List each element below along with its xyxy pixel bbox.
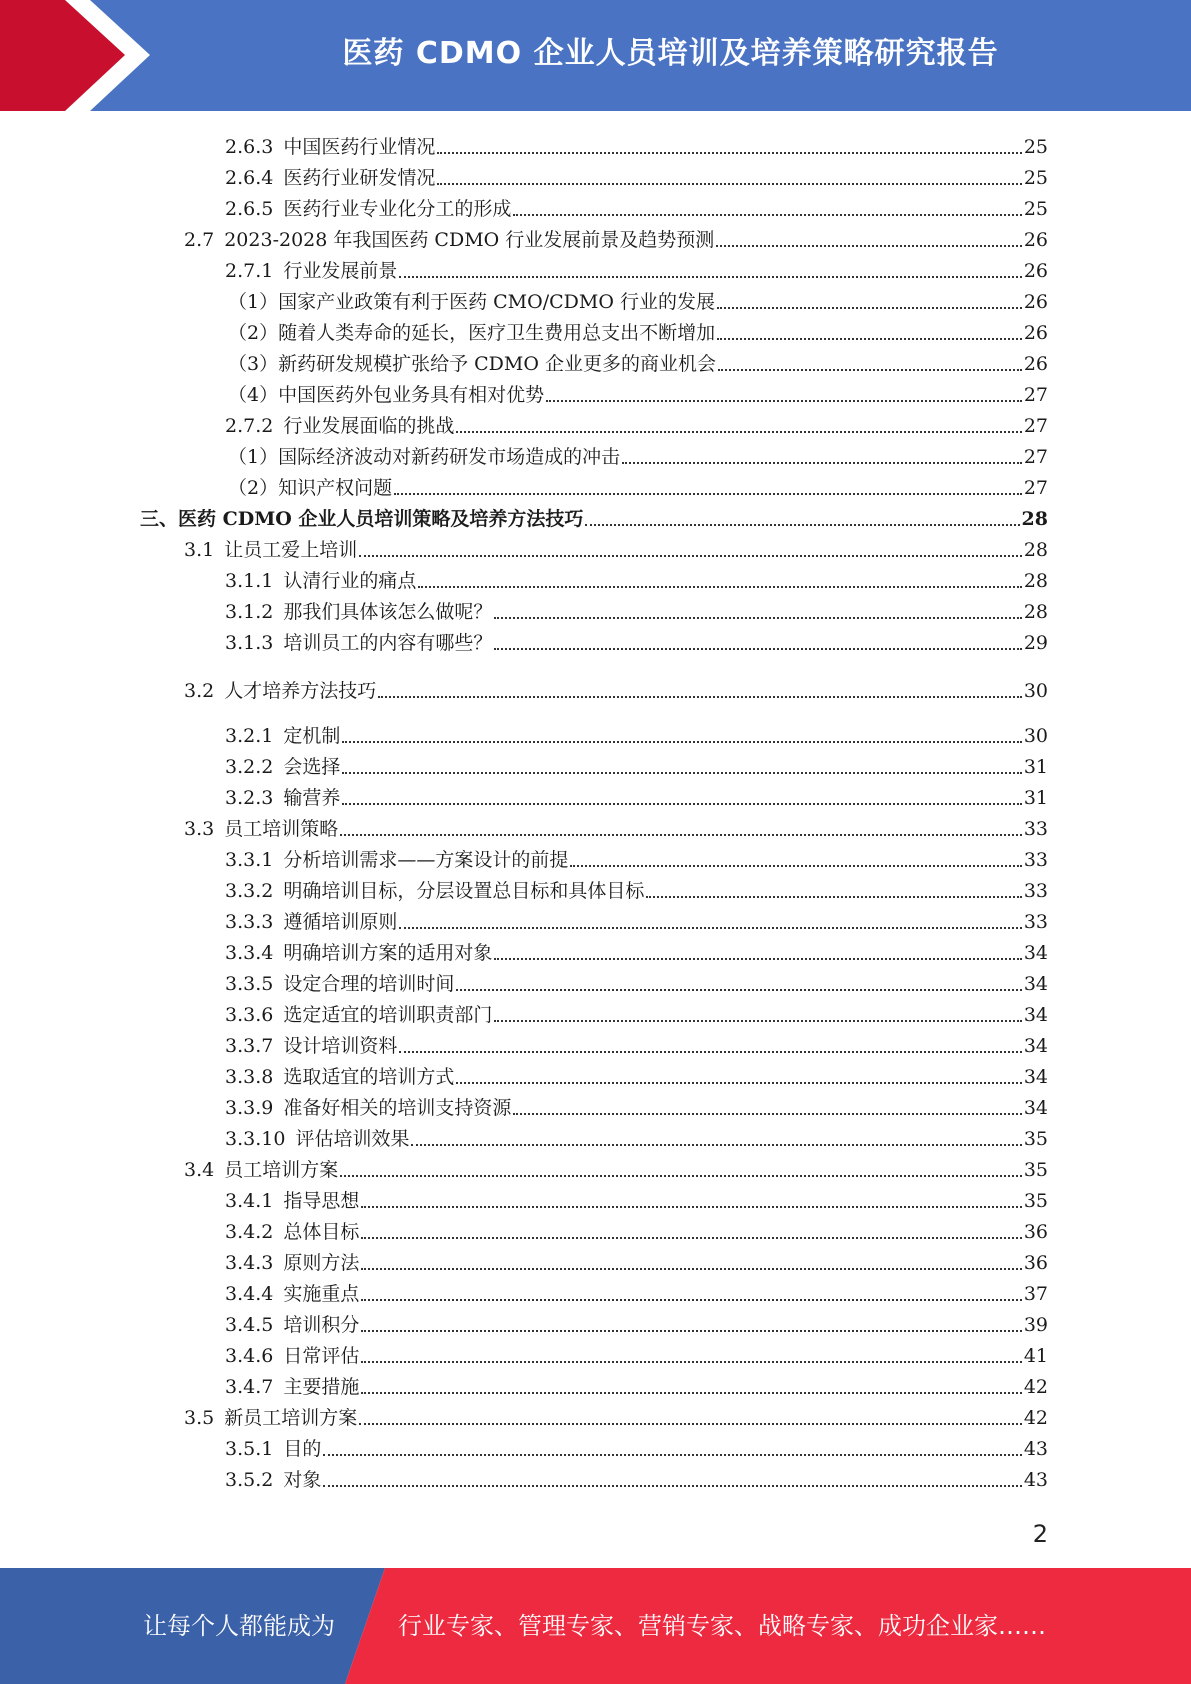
toc-dot-leader <box>359 1423 1022 1425</box>
toc-entry-number: 3.3.9 <box>225 1097 274 1119</box>
toc-entry[interactable] <box>228 283 1048 314</box>
toc-entry-page: 27 <box>1023 384 1048 406</box>
toc-entry-title: 培训积分 <box>283 1314 360 1336</box>
toc-entry-page: 43 <box>1023 1469 1048 1491</box>
toc-entry[interactable] <box>184 531 1048 562</box>
toc-entry[interactable] <box>225 562 1048 593</box>
toc-entry-number: 3.1.3 <box>225 632 274 654</box>
toc-entry-page: 26 <box>1023 322 1048 344</box>
toc-entry-page: 25 <box>1023 198 1048 220</box>
toc-entry-number: 2.7 <box>184 229 215 251</box>
toc-entry-number: 3.3.8 <box>225 1066 274 1088</box>
toc-entry-page: 42 <box>1023 1376 1048 1398</box>
toc-dot-leader <box>622 462 1022 464</box>
toc-dot-leader <box>411 1144 1021 1146</box>
toc-dot-leader <box>361 1392 1021 1394</box>
toc-entry-number: 3.4.2 <box>225 1221 274 1243</box>
toc-entry-page: 33 <box>1023 911 1048 933</box>
toc-entry-number: （1） <box>228 291 279 313</box>
toc-entry-page: 25 <box>1023 167 1048 189</box>
toc-entry[interactable] <box>225 1120 1048 1151</box>
toc-dot-leader <box>494 1020 1021 1022</box>
toc-dot-leader <box>340 834 1022 836</box>
toc-entry[interactable] <box>225 841 1048 872</box>
toc-entry-number: 3.3.2 <box>225 880 274 902</box>
toc-dot-leader <box>718 369 1022 371</box>
toc-entry-page: 36 <box>1023 1221 1048 1243</box>
toc-dot-leader <box>359 555 1022 557</box>
toc-entry-number: 三、 <box>140 508 179 530</box>
toc-entry-page: 31 <box>1023 787 1048 809</box>
page-number: 2 <box>1032 1520 1048 1548</box>
toc-entry-number: 2.6.3 <box>225 136 274 158</box>
toc-dot-leader <box>456 989 1021 991</box>
toc-entry-title: 医药行业专业化分工的形成 <box>283 198 512 220</box>
toc-entry-number: 3.2.3 <box>225 787 274 809</box>
toc-entry-title: 实施重点 <box>283 1283 360 1305</box>
toc-dot-leader <box>399 276 1021 278</box>
toc-entry-number: 3.3 <box>184 818 215 840</box>
toc-entry-number: 2.6.4 <box>225 167 274 189</box>
toc-entry-number: 3.2.1 <box>225 725 274 747</box>
toc-entry-number: 3.1 <box>184 539 215 561</box>
toc-entry[interactable] <box>225 1306 1048 1337</box>
toc-dot-leader <box>361 1330 1021 1332</box>
toc-entry-number: 3.4.3 <box>225 1252 274 1274</box>
toc-entry-page: 31 <box>1023 756 1048 778</box>
toc-entry-page: 28 <box>1021 508 1048 530</box>
toc-entry-page: 34 <box>1023 1004 1048 1026</box>
toc-entry-number: 3.5.2 <box>225 1469 274 1491</box>
toc-entry-title: 指导思想 <box>283 1190 360 1212</box>
toc-entry-page: 29 <box>1023 632 1048 654</box>
toc-entry[interactable] <box>225 934 1048 965</box>
toc-entry[interactable] <box>228 314 1048 345</box>
toc-entry-title: 遵循培训原则 <box>283 911 398 933</box>
toc-entry-title: 明确培训目标，分层设置总目标和具体目标 <box>283 880 645 902</box>
toc-entry-page: 36 <box>1023 1252 1048 1274</box>
toc-entry-title: 日常评估 <box>283 1345 360 1367</box>
toc-entry[interactable] <box>228 469 1048 500</box>
toc-entry[interactable] <box>225 1461 1048 1492</box>
toc-dot-leader <box>716 245 1022 247</box>
toc-entry-page: 28 <box>1023 539 1048 561</box>
toc-entry-title: 原则方法 <box>283 1252 360 1274</box>
toc-dot-leader <box>437 183 1021 185</box>
toc-dot-leader <box>513 214 1021 216</box>
toc-entry[interactable] <box>225 624 1048 655</box>
toc-entry-page: 39 <box>1023 1314 1048 1336</box>
toc-entry-number: 3.4 <box>184 1159 215 1181</box>
toc-entry-page: 26 <box>1023 260 1048 282</box>
toc-dot-leader <box>361 1237 1021 1239</box>
toc-entry-number: 2.7.2 <box>225 415 274 437</box>
toc-entry-number: 3.3.3 <box>225 911 274 933</box>
toc-entry-page: 35 <box>1023 1128 1048 1150</box>
toc-entry-number: 3.5.1 <box>225 1438 274 1460</box>
toc-entry[interactable] <box>228 438 1048 469</box>
toc-entry-page: 26 <box>1023 291 1048 313</box>
toc-entry-number: 3.3.1 <box>225 849 274 871</box>
toc-entry-number: 3.3.5 <box>225 973 274 995</box>
toc-dot-leader <box>361 1299 1021 1301</box>
toc-entry-number: 2.6.5 <box>225 198 274 220</box>
toc-dot-leader <box>361 1361 1021 1363</box>
toc-entry-page: 34 <box>1023 1066 1048 1088</box>
toc-entry[interactable] <box>225 1182 1048 1213</box>
toc-entry-number: （1） <box>228 446 279 468</box>
toc-dot-leader <box>399 1051 1021 1053</box>
toc-entry-title: 随着人类寿命的延长，医疗卫生费用总支出不断增加 <box>278 322 716 344</box>
toc-entry-page: 35 <box>1023 1159 1048 1181</box>
toc-entry[interactable] <box>184 221 1048 252</box>
toc-entry-page: 30 <box>1023 680 1048 702</box>
toc-entry-title: 医药行业研发情况 <box>283 167 436 189</box>
toc-dot-leader <box>585 524 1019 526</box>
toc-entry[interactable] <box>225 965 1048 996</box>
page-header <box>0 0 1191 111</box>
toc-entry-page: 27 <box>1023 446 1048 468</box>
toc-dot-leader <box>546 400 1022 402</box>
toc-entry-title: 行业发展前景 <box>283 260 398 282</box>
toc-entry-title: 中国医药外包业务具有相对优势 <box>278 384 545 406</box>
toc-dot-leader <box>570 865 1021 867</box>
toc-entry-number: 3.3.7 <box>225 1035 274 1057</box>
toc-entry[interactable] <box>225 1368 1048 1399</box>
header-title: 医药 CDMO 企业人员培训及培养策略研究报告 <box>342 36 999 71</box>
toc-dot-leader <box>361 1268 1021 1270</box>
toc-entry-page: 34 <box>1023 1097 1048 1119</box>
toc-dot-leader <box>340 1175 1022 1177</box>
toc-entry-page: 35 <box>1023 1190 1048 1212</box>
toc-entry-title: 医药 CDMO 企业人员培训策略及培养方法技巧 <box>178 508 584 530</box>
toc-entry-title: 分析培训需求——方案设计的前提 <box>283 849 569 871</box>
toc-entry-title: 2023-2028 年我国医药 CDMO 行业发展前景及趋势预测 <box>224 229 715 251</box>
toc-entry-title: 输营养 <box>283 787 341 809</box>
toc-entry-title: 总体目标 <box>283 1221 360 1243</box>
toc-entry-title: 设计培训资料 <box>283 1035 398 1057</box>
toc-dot-leader <box>342 803 1021 805</box>
toc-entry[interactable] <box>225 1213 1048 1244</box>
toc-dot-leader <box>513 1113 1021 1115</box>
toc-dot-leader <box>437 152 1021 154</box>
toc-entry-page: 27 <box>1023 477 1048 499</box>
toc-entry-page: 34 <box>1023 942 1048 964</box>
toc-entry-number: 3.5 <box>184 1407 215 1429</box>
toc-entry-number: （2） <box>228 322 279 344</box>
toc-dot-leader <box>361 1206 1021 1208</box>
toc-entry[interactable] <box>184 1151 1048 1182</box>
footer-slogan-right: 行业专家、管理专家、营销专家、战略专家、成功企业家…… <box>398 1612 1046 1640</box>
toc-dot-leader <box>342 772 1021 774</box>
toc-entry-page: 25 <box>1023 136 1048 158</box>
toc-entry[interactable] <box>225 1430 1048 1461</box>
toc-entry[interactable] <box>184 810 1048 841</box>
toc-entry-title: 设定合理的培训时间 <box>283 973 455 995</box>
toc-entry-number: （2） <box>228 477 279 499</box>
toc-entry-page: 28 <box>1023 601 1048 623</box>
toc-dot-leader <box>717 338 1022 340</box>
toc-entry-number: 3.4.1 <box>225 1190 274 1212</box>
toc-entry-title: 员工培训策略 <box>224 818 339 840</box>
toc-entry-page: 28 <box>1023 570 1048 592</box>
toc-dot-leader <box>717 307 1022 309</box>
toc-entry[interactable] <box>225 1244 1048 1275</box>
toc-entry-title: 人才培养方法技巧 <box>224 680 377 702</box>
toc-entry-number: 3.1.2 <box>225 601 274 623</box>
toc-entry-title: 准备好相关的培训支持资源 <box>283 1097 512 1119</box>
toc-dot-leader <box>494 617 1021 619</box>
toc-entry-page: 41 <box>1023 1345 1048 1367</box>
toc-entry-page: 33 <box>1023 818 1048 840</box>
toc-dot-leader <box>456 1082 1021 1084</box>
toc-entry[interactable] <box>225 1275 1048 1306</box>
toc-entry[interactable] <box>184 672 1048 703</box>
toc-entry-page: 27 <box>1023 415 1048 437</box>
toc-entry[interactable] <box>225 717 1048 748</box>
toc-entry-page: 30 <box>1023 725 1048 747</box>
toc-entry-page: 34 <box>1023 1035 1048 1057</box>
toc-entry-page: 34 <box>1023 973 1048 995</box>
toc-entry-title: 员工培训方案 <box>224 1159 339 1181</box>
toc-entry-title: 目的 <box>283 1438 322 1460</box>
toc-dot-leader <box>394 493 1022 495</box>
footer-slogan-left: 让每个人都能成为 <box>143 1612 335 1640</box>
toc-entry-title: 对象 <box>283 1469 322 1491</box>
toc-entry[interactable] <box>225 128 1048 159</box>
toc-entry-number: 3.3.10 <box>225 1128 286 1150</box>
toc-entry-page: 37 <box>1023 1283 1048 1305</box>
toc-entry[interactable] <box>228 345 1048 376</box>
toc-entry-page: 42 <box>1023 1407 1048 1429</box>
toc-entry-title: 明确培训方案的适用对象 <box>283 942 493 964</box>
toc-entry[interactable] <box>225 1058 1048 1089</box>
toc-entry-number: 3.4.4 <box>225 1283 274 1305</box>
toc-entry-title: 中国医药行业情况 <box>283 136 436 158</box>
toc-entry[interactable] <box>225 1089 1048 1120</box>
toc-entry[interactable] <box>184 1399 1048 1430</box>
toc-entry[interactable] <box>225 779 1048 810</box>
toc-entry-title: 知识产权问题 <box>278 477 393 499</box>
toc-entry-title: 选定适宜的培训职责部门 <box>283 1004 493 1026</box>
toc-entry[interactable] <box>225 996 1048 1027</box>
toc-entry[interactable] <box>140 500 1048 531</box>
toc-entry[interactable] <box>225 872 1048 903</box>
toc-entry-title: 让员工爱上培训 <box>224 539 358 561</box>
toc-entry-title: 新员工培训方案 <box>224 1407 358 1429</box>
toc-dot-leader <box>323 1454 1021 1456</box>
toc-entry-title: 培训员工的内容有哪些？ <box>283 632 493 654</box>
toc-entry-title: 国际经济波动对新药研发市场造成的冲击 <box>278 446 621 468</box>
toc-entry-number: 2.7.1 <box>225 260 274 282</box>
toc-entry-number: 3.4.7 <box>225 1376 274 1398</box>
toc-entry-title: 国家产业政策有利于医药 CMO/CDMO 行业的发展 <box>278 291 715 313</box>
toc-entry-page: 43 <box>1023 1438 1048 1460</box>
toc-entry-title: 认清行业的痛点 <box>283 570 417 592</box>
toc-entry-page: 33 <box>1023 880 1048 902</box>
toc-entry-page: 33 <box>1023 849 1048 871</box>
page-footer <box>0 1568 1191 1684</box>
toc-entry[interactable] <box>225 159 1048 190</box>
toc-entry-title: 定机制 <box>283 725 341 747</box>
toc-dot-leader <box>494 958 1021 960</box>
toc-dot-leader <box>323 1485 1021 1487</box>
toc-entry[interactable] <box>225 593 1048 624</box>
toc-dot-leader <box>646 896 1021 898</box>
toc-entry-title: 那我们具体该怎么做呢？ <box>283 601 493 623</box>
toc-entry-title: 会选择 <box>283 756 341 778</box>
toc-entry-number: 3.2 <box>184 680 215 702</box>
toc-dot-leader <box>494 648 1021 650</box>
toc-dot-leader <box>399 927 1021 929</box>
toc-entry-number: 3.3.6 <box>225 1004 274 1026</box>
toc-entry-number: 3.4.5 <box>225 1314 274 1336</box>
toc-entry-title: 主要措施 <box>283 1376 360 1398</box>
toc-entry-number: 3.4.6 <box>225 1345 274 1367</box>
toc-entry[interactable] <box>225 903 1048 934</box>
toc-entry[interactable] <box>225 190 1048 221</box>
toc-entry-number: 3.2.2 <box>225 756 274 778</box>
toc-entry[interactable] <box>225 748 1048 779</box>
toc-dot-leader <box>418 586 1021 588</box>
toc-dot-leader <box>378 696 1022 698</box>
toc-entry-number: （3） <box>228 353 279 375</box>
toc-entry-title: 新药研发规模扩张给予 CDMO 企业更多的商业机会 <box>278 353 716 375</box>
toc-entry[interactable] <box>225 252 1048 283</box>
toc-entry[interactable] <box>225 407 1048 438</box>
toc-entry-title: 选取适宜的培训方式 <box>283 1066 455 1088</box>
toc-entry-number: 3.1.1 <box>225 570 274 592</box>
toc-entry-title: 行业发展面临的挑战 <box>283 415 455 437</box>
toc-dot-leader <box>342 741 1021 743</box>
toc-entry-number: （4） <box>228 384 279 406</box>
toc-entry-page: 26 <box>1023 229 1048 251</box>
toc-dot-leader <box>456 431 1021 433</box>
toc-entry-page: 26 <box>1023 353 1048 375</box>
toc-entry-title: 评估培训效果 <box>295 1128 410 1150</box>
toc-entry[interactable] <box>225 1337 1048 1368</box>
toc-entry-number: 3.3.4 <box>225 942 274 964</box>
toc-entry[interactable] <box>228 376 1048 407</box>
toc-entry[interactable] <box>225 1027 1048 1058</box>
